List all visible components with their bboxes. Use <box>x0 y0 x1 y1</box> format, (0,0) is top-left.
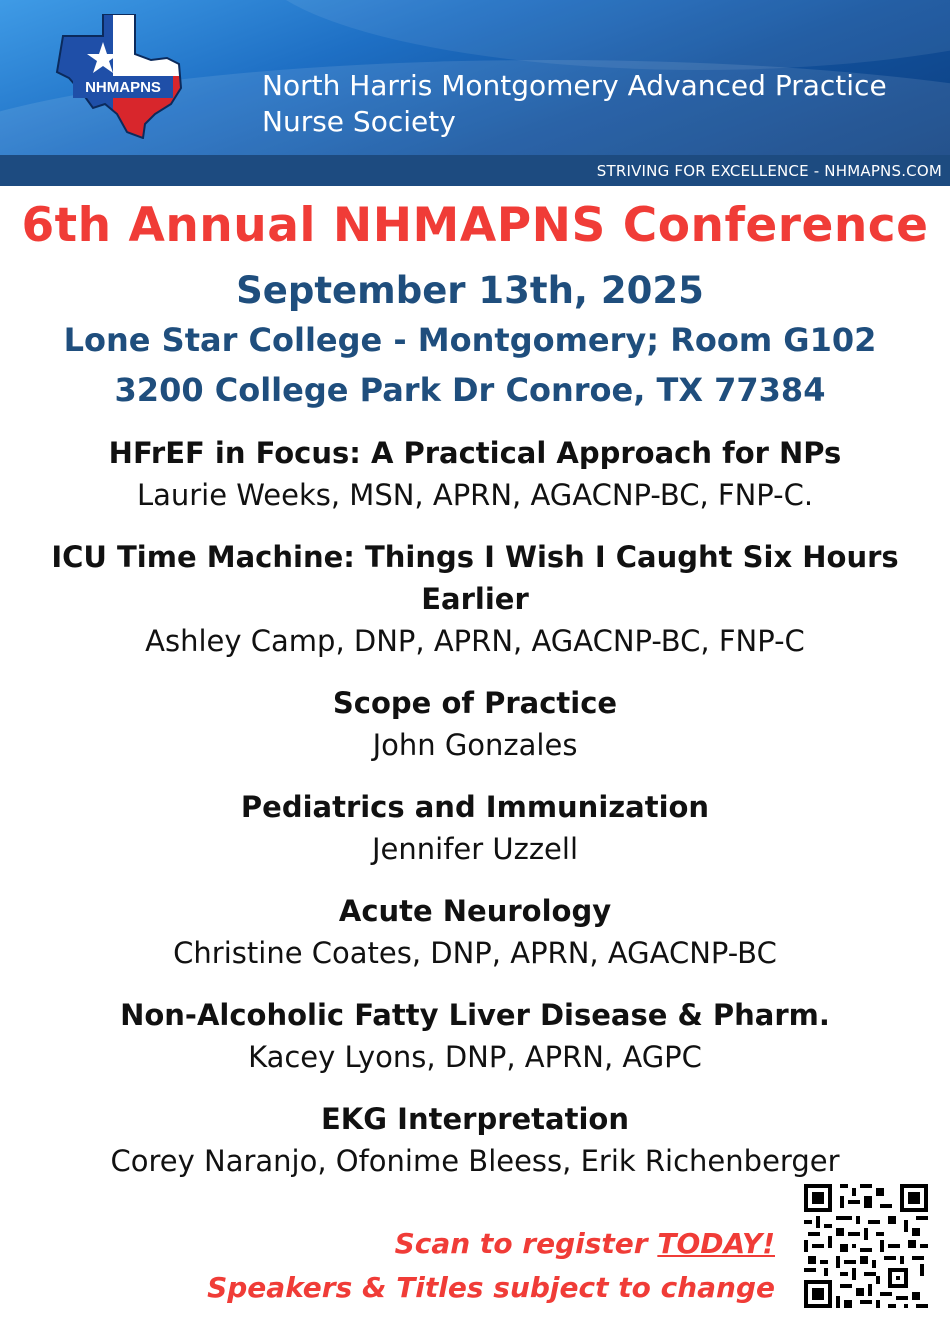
session-item <box>0 536 950 662</box>
session-speaker: Christine Coates, DNP, APRN, AGACNP-BC <box>173 936 777 970</box>
session-title: Pediatrics and Immunization <box>240 790 710 824</box>
session-title: HFrEF in Focus: A Practical Approach for NPs <box>108 436 842 470</box>
session-title: Scope of Practice <box>332 686 618 720</box>
organization-name-line2: Nurse Society <box>262 105 456 138</box>
organization-name-line1: North Harris Montgomery Advanced Practice <box>262 69 887 102</box>
venue-name: Lone Star College - Montgomery; Room G102 <box>63 321 877 359</box>
tagline: STRIVING FOR EXCELLENCE - NHMAPNS.COM <box>596 162 942 180</box>
tagline-bar <box>0 155 950 186</box>
session-item <box>0 890 950 974</box>
qr-code-icon[interactable] <box>800 1180 932 1312</box>
session-item <box>0 786 950 870</box>
logo-text: NHMAPNS <box>85 79 161 96</box>
session-item <box>0 994 950 1078</box>
session-item <box>0 682 950 766</box>
session-item <box>0 432 950 516</box>
event-date: September 13th, 2025 <box>236 269 704 312</box>
session-speaker: Ashley Camp, DNP, APRN, AGACNP-BC, FNP-C <box>145 624 805 658</box>
texas-logo-icon <box>55 14 185 139</box>
register-cta <box>395 1226 775 1262</box>
register-cta-text: Scan to register <box>394 1227 658 1260</box>
session-speaker: Corey Naranjo, Ofonime Bleess, Erik Richenberger <box>110 1144 840 1178</box>
disclaimer: Speakers & Titles subject to change <box>207 1271 775 1304</box>
session-speaker: Jennifer Uzzell <box>371 832 579 866</box>
venue-address: 3200 College Park Dr Conroe, TX 77384 <box>114 371 826 409</box>
session-title: EKG Interpretation <box>321 1102 629 1136</box>
session-speaker: Kacey Lyons, DNP, APRN, AGPC <box>248 1040 702 1074</box>
banner-swoosh-top <box>250 0 950 70</box>
header-banner <box>0 0 950 155</box>
session-item <box>0 1098 950 1182</box>
session-list <box>0 432 950 1202</box>
session-speaker: John Gonzales <box>372 728 578 762</box>
session-title: Non-Alcoholic Fatty Liver Disease & Pharm. <box>120 998 830 1032</box>
session-title: ICU Time Machine: Things I Wish I Caught Six Hours Earlier <box>51 540 899 616</box>
organization-name <box>262 68 922 140</box>
register-cta-emphasis: TODAY! <box>657 1227 775 1260</box>
session-title: Acute Neurology <box>338 894 612 928</box>
session-speaker: Laurie Weeks, MSN, APRN, AGACNP-BC, FNP-C. <box>136 478 814 512</box>
conference-title: 6th Annual NHMAPNS Conference <box>21 198 929 253</box>
